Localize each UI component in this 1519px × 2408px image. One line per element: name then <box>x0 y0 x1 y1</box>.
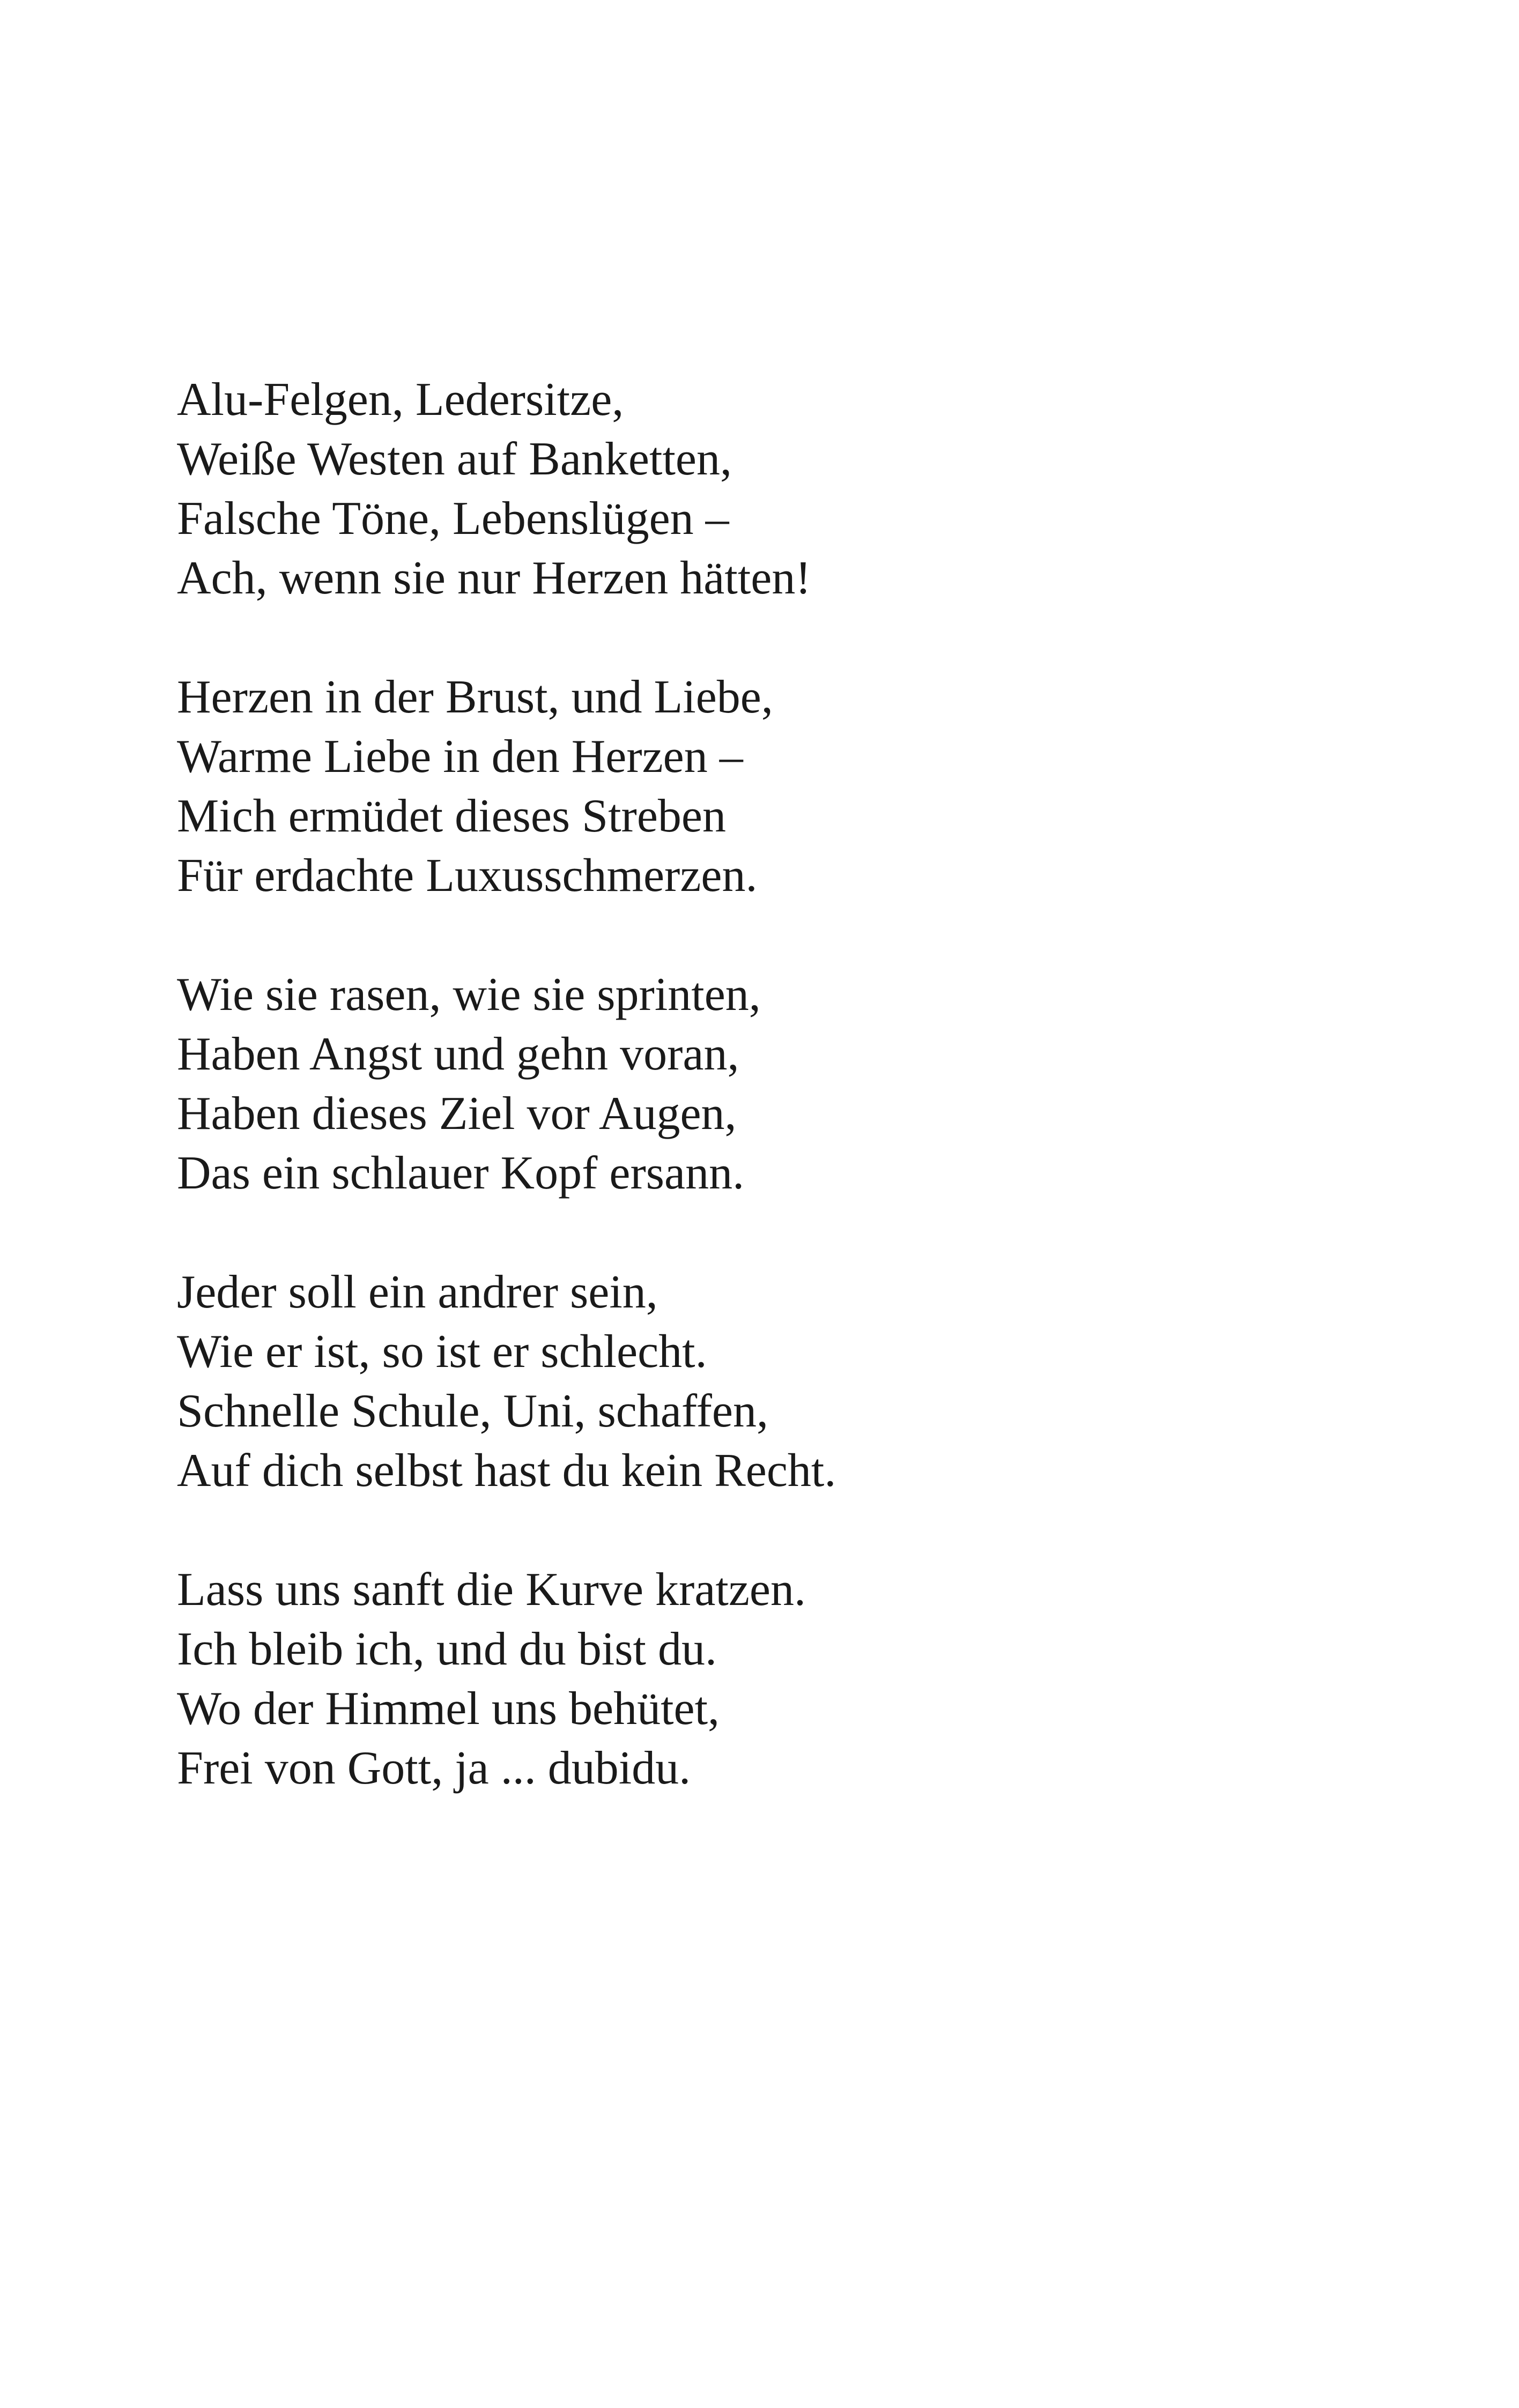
poem-line: Herzen in der Brust, und Liebe, <box>177 671 773 723</box>
poem-line: Mich ermüdet dieses Streben <box>177 790 726 842</box>
poem-line: Haben dieses Ziel vor Augen, <box>177 1088 737 1140</box>
poem-line: Weiße Westen auf Banketten, <box>177 433 732 485</box>
stanza-3 <box>177 965 1410 1203</box>
poem-line: Frei von Gott, ja ... dubidu. <box>177 1742 691 1794</box>
poem-line: Auf dich selbst hast du kein Recht. <box>177 1445 836 1497</box>
poem-line: Ach, wenn sie nur Herzen hätten! <box>177 552 811 604</box>
poem-line: Alu-Felgen, Ledersitze, <box>177 374 624 426</box>
poem-line: Lass uns sanft die Kurve kratzen. <box>177 1564 806 1616</box>
poem-line: Wie er ist, so ist er schlecht. <box>177 1326 707 1378</box>
poem-line: Ich bleib ich, und du bist du. <box>177 1623 717 1675</box>
poem-line: Haben Angst und gehn voran, <box>177 1028 739 1080</box>
poem-line: Wie sie rasen, wie sie sprinten, <box>177 969 761 1021</box>
stanza-5 <box>177 1560 1410 1798</box>
poem-body <box>177 370 1410 1798</box>
poem-line: Jeder soll ein andrer sein, <box>177 1266 658 1318</box>
stanza-1 <box>177 370 1410 608</box>
stanza-2 <box>177 667 1410 905</box>
poem-line: Das ein schlauer Kopf ersann. <box>177 1147 745 1199</box>
poem-line: Wo der Himmel uns behütet, <box>177 1683 720 1735</box>
poem-line: Falsche Töne, Lebenslügen – <box>177 493 729 545</box>
stanza-4 <box>177 1262 1410 1500</box>
poem-line: Für erdachte Luxusschmerzen. <box>177 850 758 902</box>
poem-line: Schnelle Schule, Uni, schaffen, <box>177 1385 768 1437</box>
poem-line: Warme Liebe in den Herzen – <box>177 731 743 783</box>
